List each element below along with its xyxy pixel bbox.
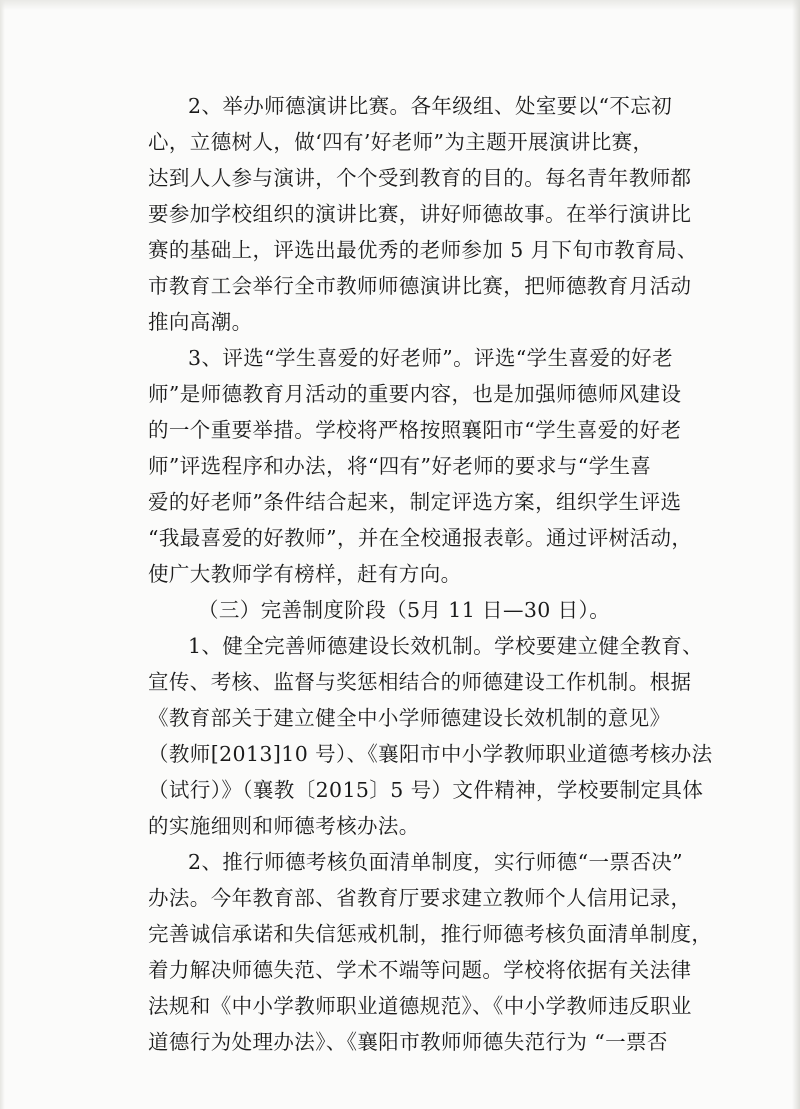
- paragraph-3-line-2: 师”是师德教育月活动的重要内容，也是加强师德师风建设: [148, 382, 682, 406]
- scan-edge-right: [792, 0, 800, 1109]
- paragraph-2-line-5: 赛的基础上，评选出最优秀的老师参加 5 月下旬市教育局、: [148, 238, 698, 262]
- scan-edge-top: [0, 0, 800, 10]
- paragraph-5-line-1: 2、推行师德考核负面清单制度，实行师德“一票否决”: [188, 850, 684, 874]
- paragraph-3-line-1: 3、评选“学生喜爱的好老师”。评选“学生喜爱的好老: [188, 346, 673, 370]
- paragraph-2-line-6: 市教育工会举行全市教师师德演讲比赛，把师德教育月活动: [148, 274, 692, 298]
- paragraph-3-line-3: 的一个重要举措。学校将严格按照襄阳市“学生喜爱的好老: [148, 418, 682, 442]
- paragraph-4-line-5: （试行）》（襄教〔2015〕5 号）文件精神，学校要制定具体: [148, 778, 704, 802]
- paragraph-4-line-3: 《教育部关于建立健全中小学师德建设长效机制的意见》: [148, 706, 671, 730]
- paragraph-5-line-5: 法规和《中小学教师职业道德规范》、《中小学教师违反职业: [148, 994, 692, 1018]
- paragraph-5-line-2: 办法。今年教育部、省教育厅要求建立教师个人信用记录，: [148, 886, 692, 910]
- paragraph-4-line-6: 的实施细则和师德考核办法。: [148, 814, 420, 838]
- paragraph-5-line-6: 道德行为处理办法》、《襄阳市教师师德失范行为 “一票否: [148, 1030, 668, 1054]
- scan-edge-left: [0, 0, 5, 1109]
- paragraph-5-line-4: 着力解决师德失范、学术不端等问题。学校将依据有关法律: [148, 958, 692, 982]
- paragraph-3-line-4: 师”评选程序和办法，将“四有”好老师的要求与“学生喜: [148, 454, 652, 478]
- paragraph-3-line-6: “我最喜爱的好教师”，并在全校通报表彰。通过评树活动，: [148, 526, 693, 550]
- paragraph-5-line-3: 完善诚信承诺和失信惩戒机制，推行师德考核负面清单制度，: [148, 922, 713, 946]
- paragraph-2-line-7: 推向高潮。: [148, 310, 253, 334]
- paragraph-2-line-2: 心，立德树人，做‘四有’好老师”为主题开展演讲比赛，: [148, 130, 654, 154]
- paragraph-4-line-1: 1、健全完善师德建设长效机制。学校要建立健全教育、: [188, 634, 704, 658]
- paragraph-3-line-7: 使广大教师学有榜样，赶有方向。: [148, 562, 462, 586]
- paragraph-2-line-4: 要参加学校组织的演讲比赛，讲好师德故事。在举行演讲比: [148, 202, 692, 226]
- paragraph-4-line-4: （教师[2013]10 号）、《襄阳市中小学教师职业道德考核办法: [148, 742, 713, 766]
- section-heading: （三）完善制度阶段（5月 11 日—30 日）。: [198, 598, 611, 622]
- paragraph-3-line-5: 爱的好老师”条件结合起来，制定评选方案，组织学生评选: [148, 490, 682, 514]
- paragraph-2-line-1: 2、举办师德演讲比赛。各年级组、处室要以“不忘初: [188, 94, 673, 118]
- paragraph-2-line-3: 达到人人参与演讲，个个受到教育的目的。每名青年教师都: [148, 166, 692, 190]
- paragraph-4-line-2: 宣传、考核、监督与奖惩相结合的师德建设工作机制。根据: [148, 670, 692, 694]
